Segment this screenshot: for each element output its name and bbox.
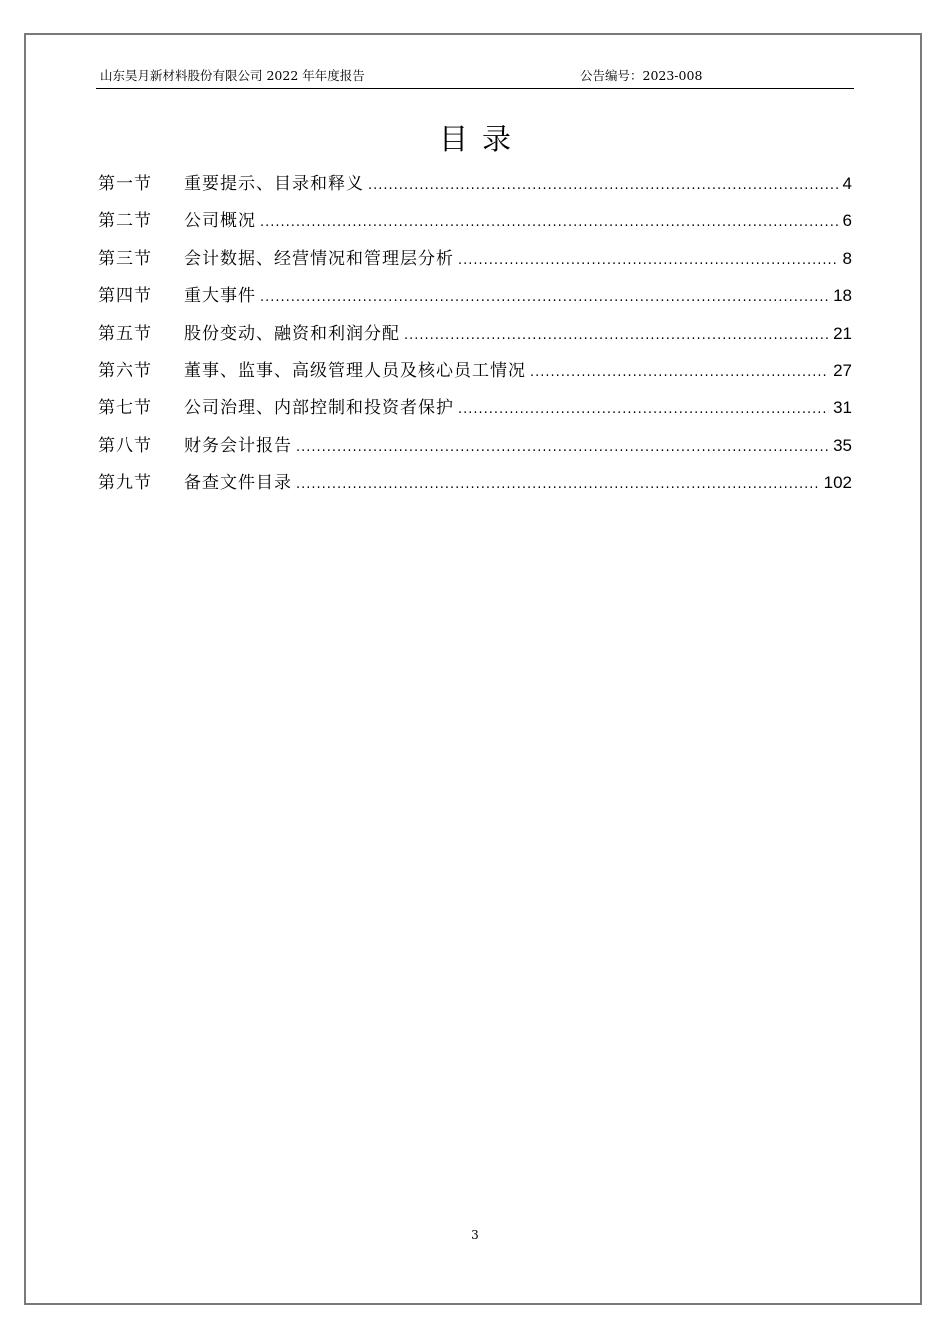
toc-section-number: 第九节	[98, 473, 152, 494]
toc-section-heading: 公司概况	[184, 211, 256, 232]
toc-entry[interactable]	[98, 282, 852, 319]
toc-page-number: 35	[833, 435, 852, 455]
toc-dot-leader	[530, 359, 829, 387]
toc-entry[interactable]	[98, 469, 852, 506]
toc-section-heading: 董事、监事、高级管理人员及核心员工情况	[184, 360, 526, 381]
toc-dot-leader	[260, 209, 839, 237]
toc-section-number: 第六节	[98, 360, 152, 381]
toc-section-number: 第五节	[98, 323, 152, 344]
toc-page-number: 102	[823, 473, 852, 493]
toc-section-heading: 公司治理、内部控制和投资者保护	[184, 398, 454, 419]
toc-page-number: 6	[842, 211, 852, 231]
page-header	[96, 66, 854, 89]
toc-section-heading: 股份变动、融资和利润分配	[184, 323, 400, 344]
toc-title: 目录	[438, 122, 525, 156]
toc-entry[interactable]	[98, 394, 852, 431]
toc-dot-leader	[296, 471, 820, 499]
toc-entry[interactable]	[98, 432, 852, 469]
toc-dot-leader	[368, 172, 839, 200]
toc-entry[interactable]	[98, 170, 852, 207]
toc-entry[interactable]	[98, 207, 852, 244]
toc-page-number: 31	[833, 398, 852, 418]
toc-section-number: 第八节	[98, 435, 152, 456]
toc-page-number: 8	[842, 248, 852, 268]
toc-dot-leader	[404, 322, 829, 350]
toc-page-number: 4	[842, 174, 852, 193]
toc-section-number: 第七节	[98, 398, 152, 419]
toc-dot-leader	[458, 247, 839, 275]
toc-dot-leader	[260, 284, 829, 312]
header-announcement-number: 公告编号：2023-008	[580, 68, 703, 83]
toc-section-number: 第二节	[98, 211, 152, 232]
toc-page-number: 21	[833, 323, 852, 343]
toc-section-heading: 备查文件目录	[184, 473, 292, 494]
toc-entry[interactable]	[98, 357, 852, 394]
toc-page-number: 18	[833, 286, 852, 306]
toc-section-heading: 重要提示、目录和释义	[184, 174, 364, 194]
toc-section-heading: 重大事件	[184, 286, 256, 307]
toc-section-number: 第三节	[98, 248, 152, 269]
toc-section-heading: 财务会计报告	[184, 435, 292, 456]
toc-section-number: 第一节	[98, 174, 152, 194]
toc-dot-leader	[458, 396, 829, 424]
footer-page-number: 3	[471, 1228, 479, 1242]
toc-entry[interactable]	[98, 245, 852, 282]
toc-section-heading: 会计数据、经营情况和管理层分析	[184, 248, 454, 269]
toc-dot-leader	[296, 434, 829, 462]
toc-page-number: 27	[833, 360, 852, 380]
header-company-report: 山东昊月新材料股份有限公司 2022 年年度报告	[100, 68, 365, 83]
table-of-contents	[98, 170, 852, 507]
toc-entry[interactable]	[98, 320, 852, 357]
toc-section-number: 第四节	[98, 286, 152, 307]
